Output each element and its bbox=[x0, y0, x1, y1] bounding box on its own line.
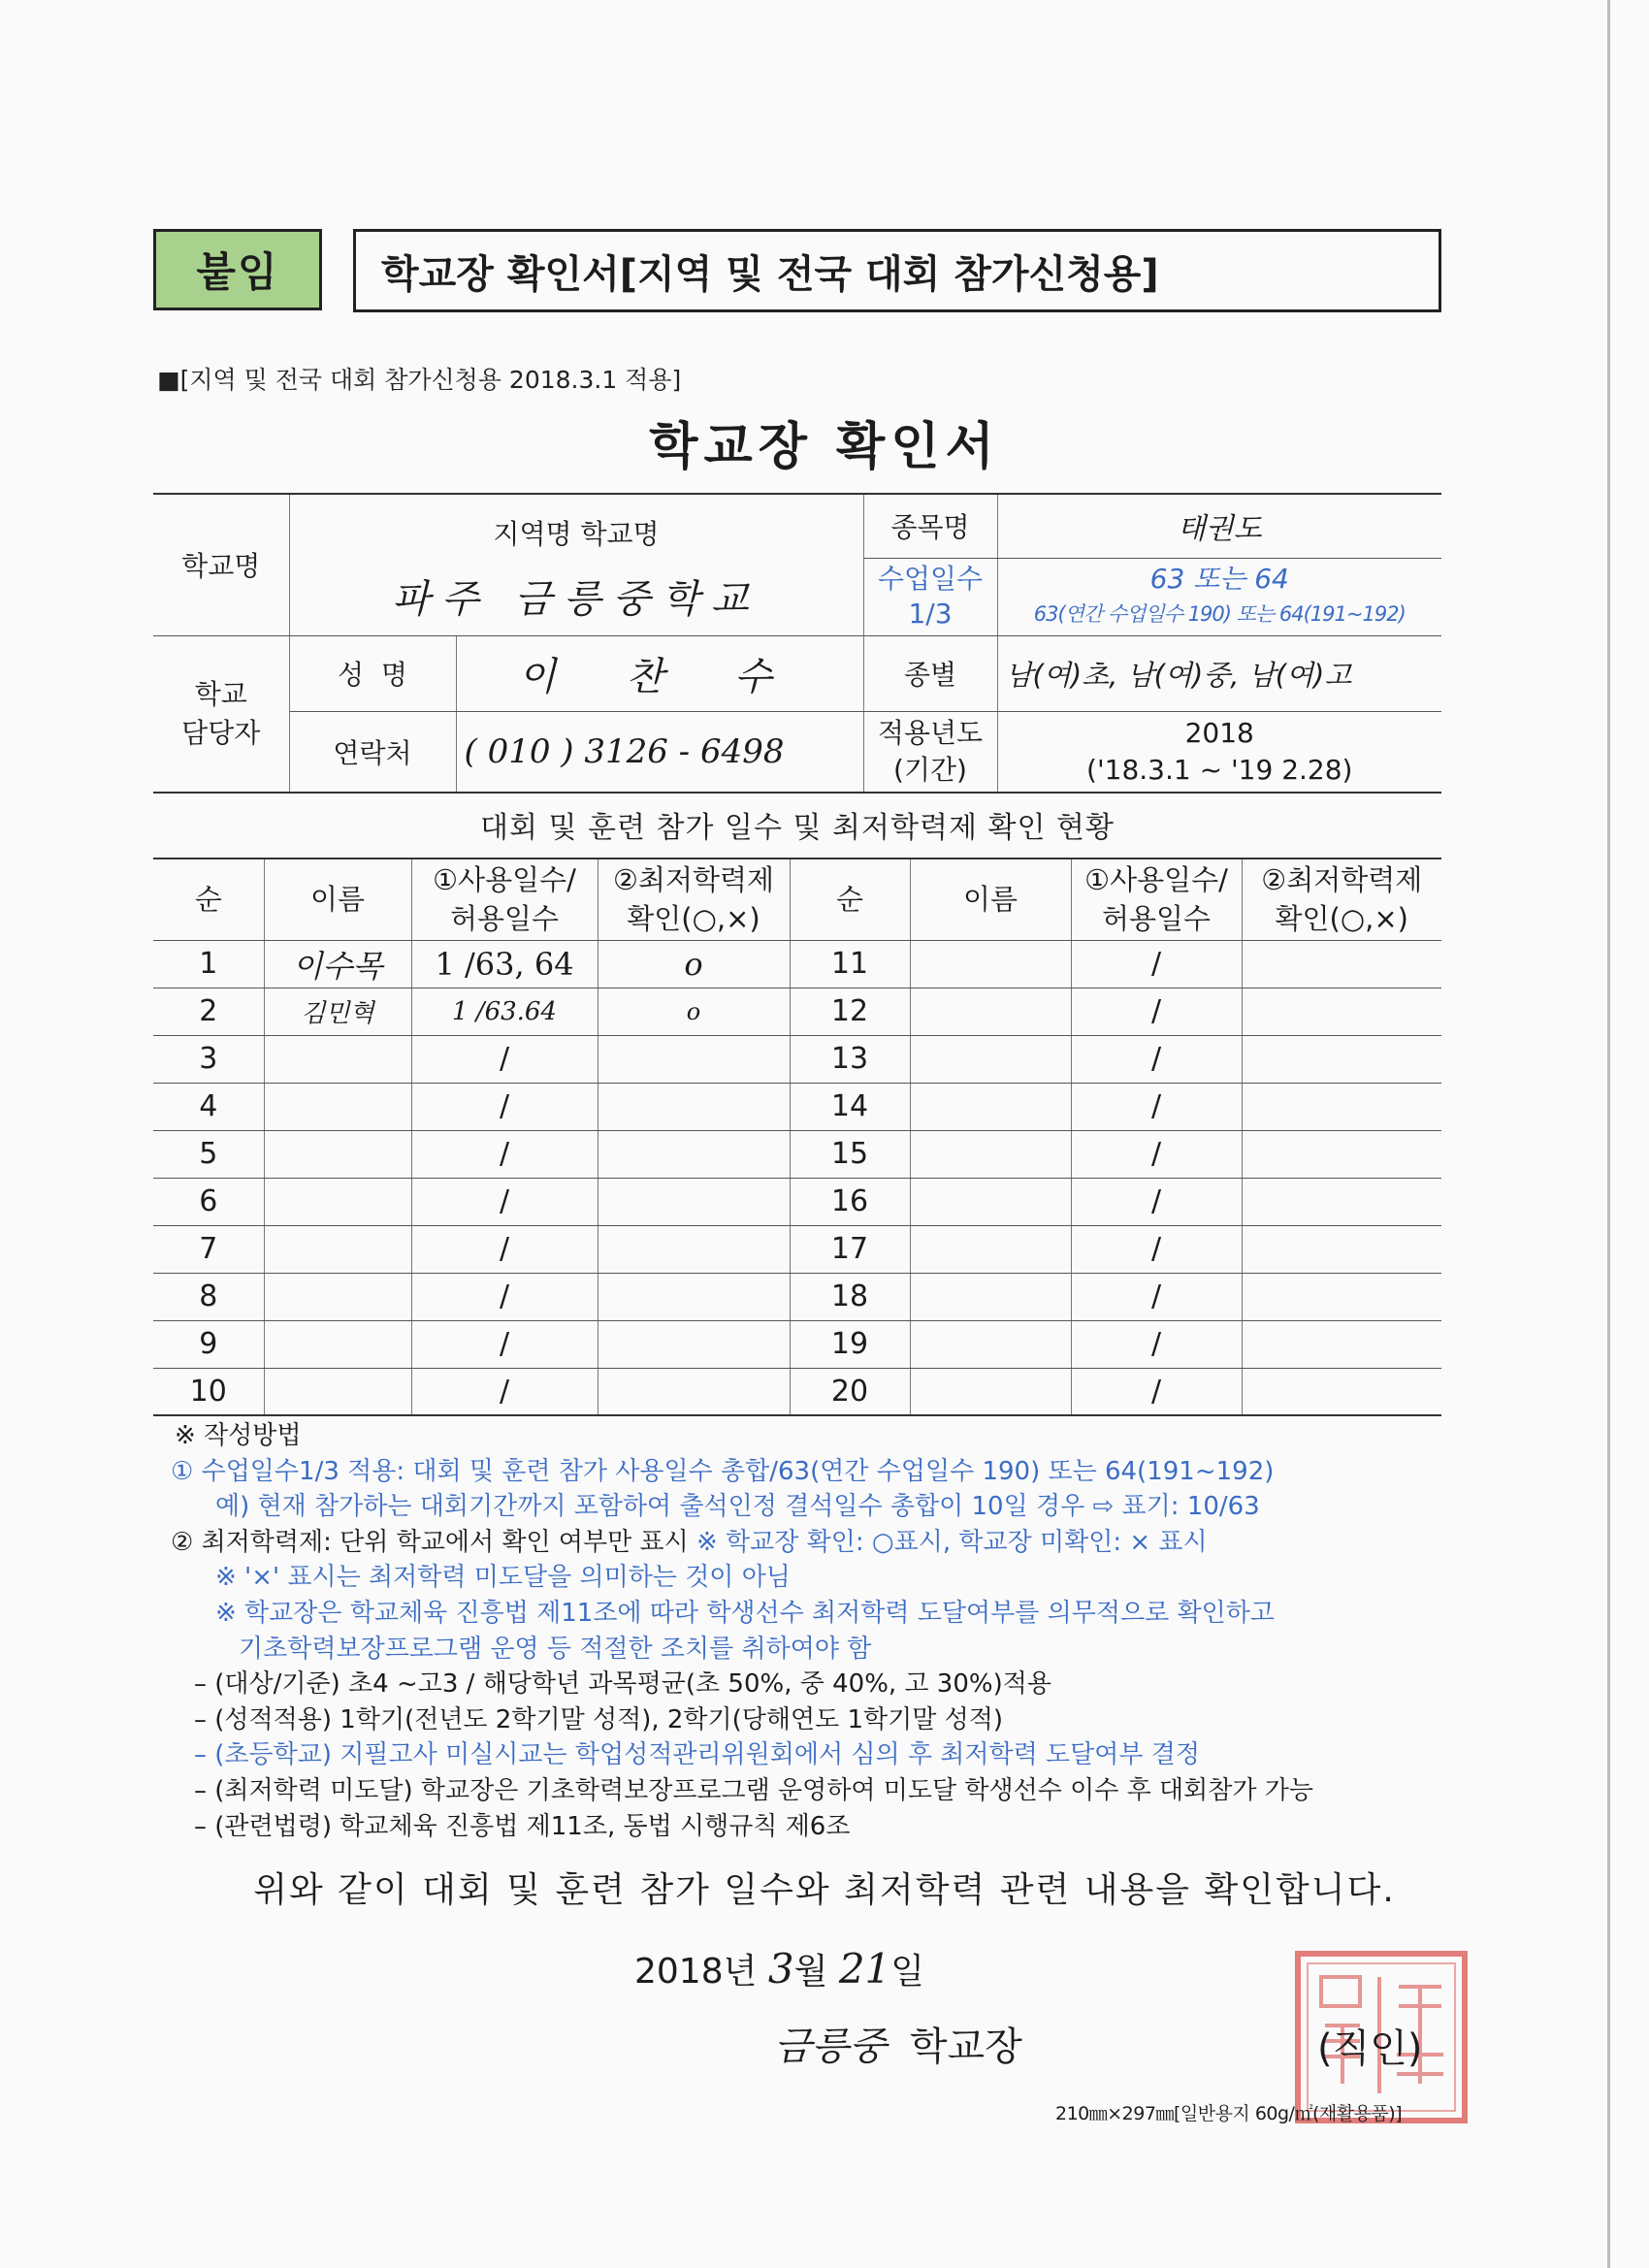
row-check bbox=[598, 1225, 790, 1273]
row-check bbox=[598, 1083, 790, 1130]
col-check-b bbox=[1242, 859, 1441, 940]
row-days: 1 /63.64 bbox=[411, 988, 598, 1035]
row-name bbox=[264, 1368, 411, 1415]
row-no: 4 bbox=[153, 1083, 264, 1130]
row-no-2: 18 bbox=[790, 1273, 910, 1320]
row-no-2: 16 bbox=[790, 1178, 910, 1225]
row-no: 3 bbox=[153, 1035, 264, 1083]
row-check-2 bbox=[1242, 1273, 1441, 1320]
row-check-2 bbox=[1242, 1178, 1441, 1225]
header-title: 학교장 확인서[지역 및 전국 대회 참가신청용] bbox=[353, 229, 1441, 312]
table-header-row bbox=[153, 859, 1441, 940]
row-no-2: 20 bbox=[790, 1368, 910, 1415]
days-label-1: 수업일수 bbox=[877, 563, 984, 595]
days-value bbox=[997, 558, 1441, 635]
year-value bbox=[997, 711, 1441, 793]
table-row bbox=[153, 1225, 1441, 1273]
attachment-tag: 붙임 bbox=[153, 229, 322, 310]
row-check-2 bbox=[1242, 1320, 1441, 1368]
event-label: 종목명 bbox=[863, 494, 997, 558]
instruction-line-9: – (초등학교) 지필고사 미실시교는 학업성적관리위원회에서 심의 후 최저학력 도달여부 결정 bbox=[194, 1740, 1200, 1770]
row-check-2 bbox=[1242, 1130, 1441, 1178]
col-no: 순 bbox=[153, 859, 264, 940]
info-table bbox=[153, 493, 1441, 794]
row-days: / bbox=[411, 1273, 598, 1320]
instruction-line-3 bbox=[171, 1525, 1461, 1561]
row-no: 7 bbox=[153, 1225, 264, 1273]
table-row bbox=[153, 1320, 1441, 1368]
instruction-line-5: ※ 학교장은 학교체육 진흥법 제11조에 따라 학생선수 최저학력 도달여부를 의무적으로 확인하고 bbox=[215, 1598, 1275, 1628]
event-value: 태권도 bbox=[997, 494, 1441, 558]
row-name bbox=[264, 1320, 411, 1368]
col-days-b-2: 허용일수 bbox=[1101, 902, 1212, 936]
header bbox=[153, 229, 1441, 314]
instruction-line-11: – (관련법령) 학교체육 진흥법 제11조, 동법 시행규칙 제6조 bbox=[194, 1811, 851, 1841]
row-days: / bbox=[411, 1225, 598, 1273]
principal-title: 학교장 bbox=[909, 2025, 1022, 2069]
table-row bbox=[153, 988, 1441, 1035]
row-name-2 bbox=[910, 940, 1071, 988]
row-no: 10 bbox=[153, 1368, 264, 1415]
instruction-line-3b: ※ 학교장 확인: ○표시, 학교장 미확인: × 표시 bbox=[696, 1527, 1208, 1557]
row-no: 9 bbox=[153, 1320, 264, 1368]
row-name bbox=[264, 1225, 411, 1273]
school-sub-label: 지역명 학교명 bbox=[289, 494, 863, 558]
row-check bbox=[598, 1130, 790, 1178]
instruction-line-8: – (성적적용) 1학기(전년도 2학기말 성적), 2학기(당해연도 1학기말 성적) bbox=[194, 1704, 1004, 1734]
row-check bbox=[598, 1320, 790, 1368]
row-days: / bbox=[411, 1178, 598, 1225]
year-label-2: (기간) bbox=[893, 753, 967, 786]
row-days-2: / bbox=[1071, 1083, 1242, 1130]
instruction-line-4: ※ '×' 표시는 최저학력 미도달을 의미하는 것이 아님 bbox=[215, 1563, 791, 1593]
principal-school: 금릉중 bbox=[774, 2025, 887, 2069]
section-title: 대회 및 훈련 참가 일수 및 최저학력제 확인 현황 bbox=[480, 811, 1115, 845]
row-days: / bbox=[411, 1320, 598, 1368]
school-value: 파주 금릉중학교 bbox=[289, 558, 863, 635]
row-name-2 bbox=[910, 1178, 1071, 1225]
table-row bbox=[153, 1130, 1441, 1178]
row-no-2: 19 bbox=[790, 1320, 910, 1368]
days-label bbox=[863, 558, 997, 635]
row-name-2 bbox=[910, 1368, 1071, 1415]
row-days-2: / bbox=[1071, 1320, 1242, 1368]
row-days-2: / bbox=[1071, 1225, 1242, 1273]
scan-edge bbox=[1607, 0, 1610, 2268]
table-row bbox=[153, 940, 1441, 988]
year-label bbox=[863, 711, 997, 793]
year-label-1: 적용년도 bbox=[877, 716, 984, 749]
name-value: 이 찬 수 bbox=[456, 635, 863, 711]
year-value-2: ('18.3.1 ~ '19 2.28) bbox=[1086, 753, 1353, 786]
row-name-2 bbox=[910, 1320, 1071, 1368]
row-check: o bbox=[598, 988, 790, 1035]
row-no-2: 13 bbox=[790, 1035, 910, 1083]
main-title: 학교장 확인서 bbox=[649, 418, 1000, 476]
instruction-line-7: – (대상/기준) 초4 ~고3 / 해당학년 과목평균(초 50%, 중 40%, 고 30%)적용 bbox=[194, 1669, 1051, 1700]
row-no-2: 17 bbox=[790, 1225, 910, 1273]
col-check-2: 확인(○,×) bbox=[627, 902, 760, 936]
row-no: 8 bbox=[153, 1273, 264, 1320]
col-no-2: 순 bbox=[790, 859, 910, 940]
date-line bbox=[634, 1944, 924, 1993]
row-check-2 bbox=[1242, 1035, 1441, 1083]
manager-label bbox=[153, 635, 289, 793]
row-days-2: / bbox=[1071, 1130, 1242, 1178]
instruction-line-6: 기초학력보장프로그램 운영 등 적절한 조치를 취하여야 함 bbox=[239, 1634, 872, 1664]
instruction-line-2: 예) 현재 참가하는 대회기간까지 포함하여 출석인정 결석일수 총합이 10일 경우 ⇨ 표기: 10/63 bbox=[215, 1492, 1260, 1522]
row-check bbox=[598, 1178, 790, 1225]
table-row bbox=[153, 1273, 1441, 1320]
date-month: 3 bbox=[767, 1945, 794, 1993]
row-days-2: / bbox=[1071, 1035, 1242, 1083]
row-no-2: 14 bbox=[790, 1083, 910, 1130]
row-days-2: / bbox=[1071, 988, 1242, 1035]
manager-label-1: 학교 bbox=[194, 677, 247, 710]
col-days-b-1: ①사용일수/ bbox=[1084, 863, 1228, 897]
date-month-unit: 월 bbox=[793, 1952, 828, 1992]
instruction-line-1: ① 수업일수1/3 적용: 대회 및 훈련 참가 사용일수 총합/63(연간 수업일수 190) 또는 64(191~192) bbox=[171, 1456, 1275, 1486]
col-name: 이름 bbox=[264, 859, 411, 940]
date-day: 21 bbox=[838, 1945, 891, 1993]
row-days-2: / bbox=[1071, 1178, 1242, 1225]
row-name-2 bbox=[910, 1130, 1071, 1178]
instructions-title: ※ 작성방법 bbox=[175, 1421, 302, 1450]
row-name bbox=[264, 1273, 411, 1320]
instruction-line-10: – (최저학력 미도달) 학교장은 기초학력보장프로그램 운영하여 미도달 학생선수 이수 후 대회참가 가능 bbox=[194, 1775, 1313, 1805]
table-row bbox=[153, 1368, 1441, 1415]
row-name: 이수목 bbox=[264, 940, 411, 988]
row-no: 2 bbox=[153, 988, 264, 1035]
days-value-1: 63 또는 64 bbox=[1149, 563, 1289, 595]
days-label-2: 1/3 bbox=[908, 598, 953, 630]
col-days-2: 허용일수 bbox=[449, 902, 560, 936]
row-days: / bbox=[411, 1130, 598, 1178]
school-label: 학교명 bbox=[153, 494, 289, 635]
contact-label: 연락처 bbox=[289, 711, 456, 793]
row-days: / bbox=[411, 1083, 598, 1130]
seal-label: (직인) bbox=[1317, 2026, 1423, 2071]
days-value-2: 63(연간 수업일수 190) 또는 64(191~192) bbox=[1033, 602, 1406, 626]
row-days: 1 /63, 64 bbox=[411, 940, 598, 988]
row-check-2 bbox=[1242, 940, 1441, 988]
row-name bbox=[264, 1178, 411, 1225]
row-check-2 bbox=[1242, 1083, 1441, 1130]
row-check: o bbox=[598, 940, 790, 988]
date-day-unit: 일 bbox=[890, 1952, 925, 1992]
row-check bbox=[598, 1035, 790, 1083]
col-check-1: ②최저학력제 bbox=[612, 863, 775, 897]
category-label: 종별 bbox=[863, 635, 997, 711]
paper-spec-footer: 210㎜×297㎜[일반용지 60g/㎡(재활용품)] bbox=[1055, 2103, 1403, 2124]
row-check bbox=[598, 1368, 790, 1415]
year-value-1: 2018 bbox=[1184, 716, 1254, 749]
row-days-2: / bbox=[1071, 1273, 1242, 1320]
row-name: 김민혁 bbox=[264, 988, 411, 1035]
row-name-2 bbox=[910, 1225, 1071, 1273]
table-row bbox=[153, 1083, 1441, 1130]
instruction-line-3a: ② 최저학력제: 단위 학교에서 확인 여부만 표시 bbox=[171, 1527, 697, 1557]
principal-signature bbox=[774, 2016, 1022, 2071]
row-no: 6 bbox=[153, 1178, 264, 1225]
category-value: 남(여)초, 남(여)중, 남(여)고 bbox=[997, 635, 1441, 711]
row-name-2 bbox=[910, 1273, 1071, 1320]
row-name-2 bbox=[910, 988, 1071, 1035]
row-no-2: 12 bbox=[790, 988, 910, 1035]
table-row bbox=[153, 1035, 1441, 1083]
row-name bbox=[264, 1035, 411, 1083]
confirm-text: 위와 같이 대회 및 훈련 참가 일수와 최저학력 관련 내용을 확인합니다. bbox=[253, 1870, 1396, 1910]
row-no-2: 11 bbox=[790, 940, 910, 988]
row-no-2: 15 bbox=[790, 1130, 910, 1178]
row-name bbox=[264, 1083, 411, 1130]
col-days-b bbox=[1071, 859, 1242, 940]
table-row bbox=[153, 1178, 1441, 1225]
col-days-1: ①사용일수/ bbox=[433, 863, 576, 897]
row-name-2 bbox=[910, 1035, 1071, 1083]
row-check-2 bbox=[1242, 1368, 1441, 1415]
col-days bbox=[411, 859, 598, 940]
row-days-2: / bbox=[1071, 940, 1242, 988]
row-check-2 bbox=[1242, 1225, 1441, 1273]
date-year: 2018년 bbox=[634, 1952, 758, 1992]
participation-table bbox=[153, 858, 1441, 1416]
row-name-2 bbox=[910, 1083, 1071, 1130]
col-name-2: 이름 bbox=[910, 859, 1071, 940]
col-check-b-1: ②최저학력제 bbox=[1261, 863, 1423, 897]
manager-label-2: 담당자 bbox=[181, 716, 261, 749]
row-days-2: / bbox=[1071, 1368, 1242, 1415]
row-days: / bbox=[411, 1035, 598, 1083]
col-check-b-2: 확인(○,×) bbox=[1275, 902, 1408, 936]
row-check-2 bbox=[1242, 988, 1441, 1035]
instructions bbox=[171, 1418, 1461, 1844]
contact-value: ( 010 ) 3126 - 6498 bbox=[456, 711, 863, 793]
row-days: / bbox=[411, 1368, 598, 1415]
row-no: 1 bbox=[153, 940, 264, 988]
row-no: 5 bbox=[153, 1130, 264, 1178]
top-note: ■[지역 및 전국 대회 참가신청용 2018.3.1 적용] bbox=[157, 366, 682, 394]
name-label: 성 명 bbox=[289, 635, 456, 711]
row-name bbox=[264, 1130, 411, 1178]
row-check bbox=[598, 1273, 790, 1320]
col-check bbox=[598, 859, 790, 940]
